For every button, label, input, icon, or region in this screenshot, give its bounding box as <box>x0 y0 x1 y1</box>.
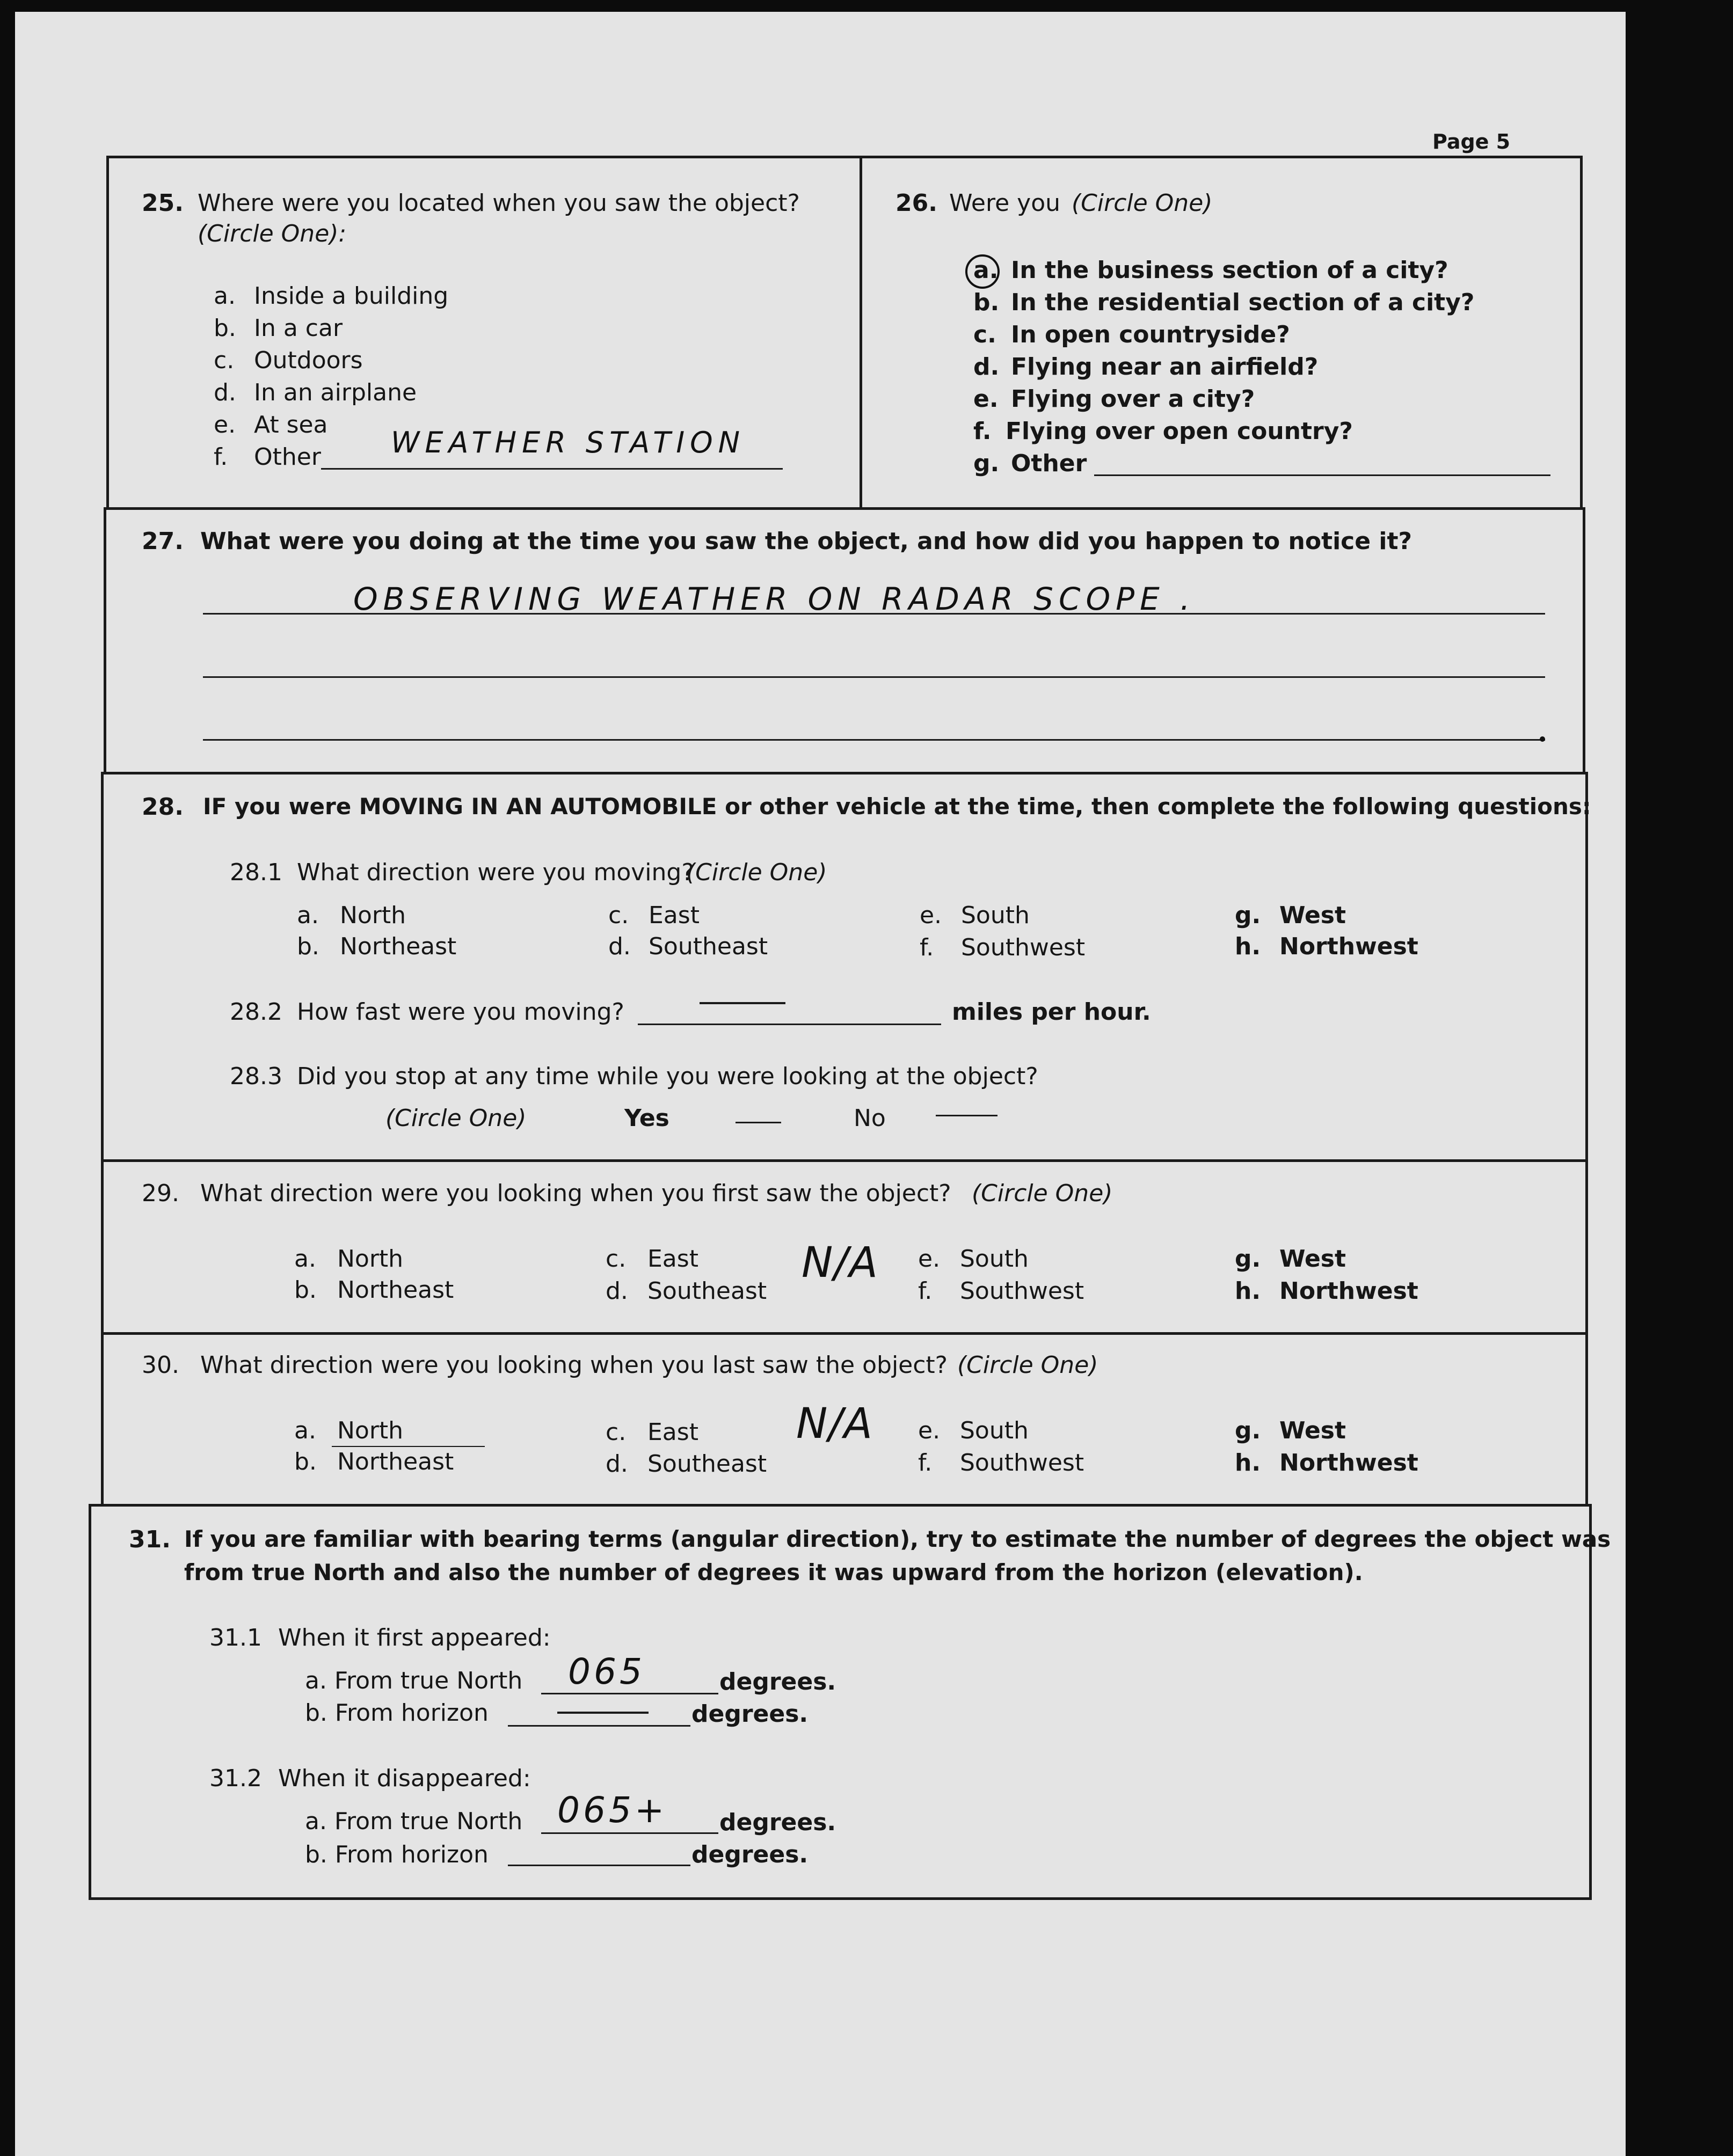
q26-opt-d[interactable]: Flying near an airfield? <box>1011 353 1319 381</box>
q29-opt-e[interactable]: South <box>960 1245 1029 1273</box>
q31-2-b-unit: degrees. <box>691 1841 809 1868</box>
q28-1-opt-h[interactable]: Northwest <box>1279 933 1418 960</box>
q29-opt-h-letter[interactable]: h. <box>1235 1277 1261 1305</box>
q31-2-b-line <box>508 1865 690 1866</box>
q28-1-opt-d-letter[interactable]: d. <box>608 933 631 960</box>
q25-opt-e-letter[interactable]: e. <box>214 411 236 438</box>
q30-opt-c-letter[interactable]: c. <box>606 1419 627 1446</box>
q30-number: 30. <box>142 1351 179 1379</box>
q28-1-opt-b-letter[interactable]: b. <box>297 933 319 960</box>
q29-opt-f[interactable]: Southwest <box>960 1277 1084 1305</box>
q28-3-instruction: (Circle One) <box>385 1105 527 1132</box>
q28-number: 28. <box>142 793 184 821</box>
q31-1-label: When it first appeared: <box>278 1624 551 1651</box>
q30-opt-f[interactable]: Southwest <box>960 1449 1084 1477</box>
q28-1-opt-g-letter[interactable]: g. <box>1235 902 1261 929</box>
q29-opt-h[interactable]: Northwest <box>1279 1277 1418 1305</box>
q28-3-question: Did you stop at any time while you were looking at the object? <box>297 1063 1038 1090</box>
q28-1-number: 28.1 <box>230 859 282 886</box>
q31-2-a-value[interactable]: 065+ <box>557 1789 668 1831</box>
q29-opt-f-letter[interactable]: f. <box>918 1277 933 1305</box>
q26-opt-g[interactable]: Other <box>1011 450 1087 477</box>
q29-number: 29. <box>142 1180 179 1207</box>
q26-opt-e[interactable]: Flying over a city? <box>1011 385 1255 413</box>
q28-1-opt-f-letter[interactable]: f. <box>920 934 934 961</box>
q30-opt-a-letter[interactable]: a. <box>294 1417 316 1444</box>
q27-question: What were you doing at the time you saw the object, and how did you happen to notice it? <box>200 528 1412 555</box>
q31-1-b-dash[interactable] <box>557 1712 649 1714</box>
q26-number: 26. <box>895 189 937 217</box>
q26-opt-c[interactable]: In open countryside? <box>1011 321 1290 348</box>
q28-question: IF you were MOVING IN AN AUTOMOBILE or other vehicle at the time, then complete the following questions: <box>203 793 1591 820</box>
q25-opt-f-letter[interactable]: f. <box>214 443 228 471</box>
q31-2-a-line <box>541 1832 718 1834</box>
q31-1-a-unit: degrees. <box>719 1668 836 1695</box>
q28-1-question: What direction were you moving? <box>297 859 694 886</box>
q25-other-line <box>321 468 783 470</box>
q28-1-opt-c-letter[interactable]: c. <box>608 902 629 929</box>
q30-answer[interactable]: N/A <box>796 1400 873 1448</box>
q30-instruction: (Circle One) <box>957 1351 1098 1379</box>
q29-opt-d[interactable]: Southeast <box>647 1277 767 1305</box>
q29-opt-d-letter[interactable]: d. <box>606 1277 628 1305</box>
q30-opt-a-underline <box>332 1446 485 1447</box>
q31-2-number: 31.2 <box>209 1765 262 1792</box>
q27-number: 27. <box>142 528 184 555</box>
q26-other-line <box>1094 474 1550 476</box>
q31-question-line1: If you are familiar with bearing terms (angular direction), try to estimate the number of degrees the object was <box>184 1526 1611 1552</box>
q28-2-question: How fast were you moving? <box>297 998 624 1026</box>
q27-line-3 <box>203 739 1545 741</box>
section-divider <box>860 156 862 510</box>
q30-opt-g-letter[interactable]: g. <box>1235 1417 1261 1444</box>
q25-opt-a[interactable]: Inside a building <box>254 282 449 310</box>
q31-2-label: When it disappeared: <box>278 1765 531 1792</box>
q28-1-opt-h-letter[interactable]: h. <box>1235 933 1261 960</box>
q28-1-opt-a-letter[interactable]: a. <box>297 902 319 929</box>
q28-2-speed-line <box>638 1024 941 1025</box>
q29-opt-a[interactable]: North <box>337 1245 404 1273</box>
q26-opt-b[interactable]: In the residential section of a city? <box>1011 289 1475 316</box>
q31-1-a-value[interactable]: 065 <box>568 1651 645 1692</box>
q31-number: 31. <box>129 1526 171 1553</box>
q27-line-1 <box>203 613 1545 615</box>
q26-instruction: (Circle One) <box>1072 189 1213 217</box>
q28-1-opt-f[interactable]: Southwest <box>961 934 1086 961</box>
q28-2-unit: miles per hour. <box>952 998 1151 1026</box>
q28-3-no-dash[interactable] <box>936 1115 997 1116</box>
q31-1-b-line <box>508 1725 690 1727</box>
q29-opt-g-letter[interactable]: g. <box>1235 1245 1261 1273</box>
q26-opt-d-letter[interactable]: d. <box>973 353 1000 381</box>
section-28 <box>101 772 1588 1162</box>
q30-opt-d[interactable]: Southeast <box>647 1450 767 1478</box>
q28-3-yes-dash[interactable] <box>736 1122 781 1123</box>
q26-opt-f-letter[interactable]: f. <box>973 418 992 445</box>
q28-1-opt-b[interactable]: Northeast <box>340 933 457 960</box>
q26-opt-f[interactable]: Flying over open country? <box>1006 418 1353 445</box>
q31-1-number: 31.1 <box>209 1624 262 1651</box>
q30-opt-b[interactable]: Northeast <box>337 1448 454 1475</box>
q30-opt-h[interactable]: Northwest <box>1279 1449 1418 1477</box>
q25-opt-a-letter[interactable]: a. <box>214 282 236 310</box>
q30-opt-a[interactable]: North <box>337 1417 404 1444</box>
q29-question: What direction were you looking when you first saw the object? <box>200 1180 951 1207</box>
q28-2-speed-dash[interactable] <box>700 1002 785 1004</box>
q26-opt-c-letter[interactable]: c. <box>973 321 996 348</box>
q28-2-number: 28.2 <box>230 998 282 1026</box>
q27-answer[interactable]: OBSERVING WEATHER ON RADAR SCOPE . <box>353 581 1196 617</box>
q26-opt-b-letter[interactable]: b. <box>973 289 1000 316</box>
q31-1-b-label: b. From horizon <box>305 1699 489 1727</box>
q28-3-number: 28.3 <box>230 1063 282 1090</box>
q29-instruction: (Circle One) <box>972 1180 1113 1207</box>
q26-opt-a-letter[interactable]: a. <box>973 257 999 284</box>
q31-2-a-label: a. From true North <box>305 1808 523 1835</box>
q25-instruction: (Circle One): <box>198 220 347 247</box>
q25-opt-d-letter[interactable]: d. <box>214 379 236 406</box>
q28-1-opt-c[interactable]: East <box>649 902 700 929</box>
q30-opt-c[interactable]: East <box>647 1419 698 1446</box>
q25-opt-b[interactable]: In a car <box>254 315 343 342</box>
q25-opt-b-letter[interactable]: b. <box>214 315 236 342</box>
q30-opt-g[interactable]: West <box>1279 1417 1346 1444</box>
q28-1-opt-e-letter[interactable]: e. <box>920 902 942 929</box>
q25-opt-c-letter[interactable]: c. <box>214 347 235 374</box>
q30-opt-h-letter[interactable]: h. <box>1235 1449 1261 1477</box>
q29-opt-g[interactable]: West <box>1279 1245 1346 1273</box>
q25-number: 25. <box>142 189 184 217</box>
q29-opt-c[interactable]: East <box>647 1245 698 1273</box>
q29-opt-e-letter[interactable]: e. <box>918 1245 941 1273</box>
q31-1-b-unit: degrees. <box>691 1700 809 1728</box>
q25-question: Where were you located when you saw the object? <box>198 189 800 217</box>
q29-opt-b-letter[interactable]: b. <box>294 1276 317 1304</box>
q26-opt-a[interactable]: In the business section of a city? <box>1011 257 1448 284</box>
q30-opt-f-letter[interactable]: f. <box>918 1449 933 1477</box>
speck <box>1540 736 1545 742</box>
q30-opt-e[interactable]: South <box>960 1417 1029 1444</box>
q31-1-a-line <box>541 1693 718 1694</box>
q25-opt-f[interactable]: Other <box>254 443 321 471</box>
q28-3-no[interactable]: No <box>854 1105 886 1132</box>
q28-1-opt-g[interactable]: West <box>1279 902 1346 929</box>
q25-opt-d[interactable]: In an airplane <box>254 379 417 406</box>
q29-answer[interactable]: N/A <box>802 1239 879 1287</box>
q31-2-a-unit: degrees. <box>719 1809 836 1836</box>
q30-opt-d-letter[interactable]: d. <box>606 1450 628 1478</box>
q27-line-2 <box>203 676 1545 678</box>
q26-opt-g-letter[interactable]: g. <box>973 450 1000 477</box>
q26-opt-e-letter[interactable]: e. <box>973 385 999 413</box>
q30-question: What direction were you looking when you last saw the object? <box>200 1351 948 1379</box>
q29-opt-b[interactable]: Northeast <box>337 1276 454 1304</box>
q25-opt-c[interactable]: Outdoors <box>254 347 363 374</box>
q28-1-instruction: (Circle One) <box>686 859 827 886</box>
page-number: Page 5 <box>1432 130 1511 154</box>
q31-1-a-label: a. From true North <box>305 1667 523 1694</box>
q30-opt-e-letter[interactable]: e. <box>918 1417 941 1444</box>
q28-3-yes[interactable]: Yes <box>624 1105 669 1132</box>
q31-2-b-label: b. From horizon <box>305 1841 489 1868</box>
q31-question-line2: from true North and also the number of degrees it was upward from the horizon (elevation). <box>184 1559 1363 1585</box>
q28-1-opt-a[interactable]: North <box>340 902 406 929</box>
q29-opt-c-letter[interactable]: c. <box>606 1245 627 1273</box>
q25-other-answer[interactable]: WEATHER STATION <box>391 426 746 459</box>
q29-opt-a-letter[interactable]: a. <box>294 1245 316 1273</box>
q30-opt-b-letter[interactable]: b. <box>294 1448 317 1475</box>
q25-opt-e[interactable]: At sea <box>254 411 328 438</box>
form-page <box>15 12 1626 2156</box>
q26-question: Were you <box>949 189 1061 217</box>
q28-1-opt-d[interactable]: Southeast <box>649 933 768 960</box>
q28-1-opt-e[interactable]: South <box>961 902 1030 929</box>
